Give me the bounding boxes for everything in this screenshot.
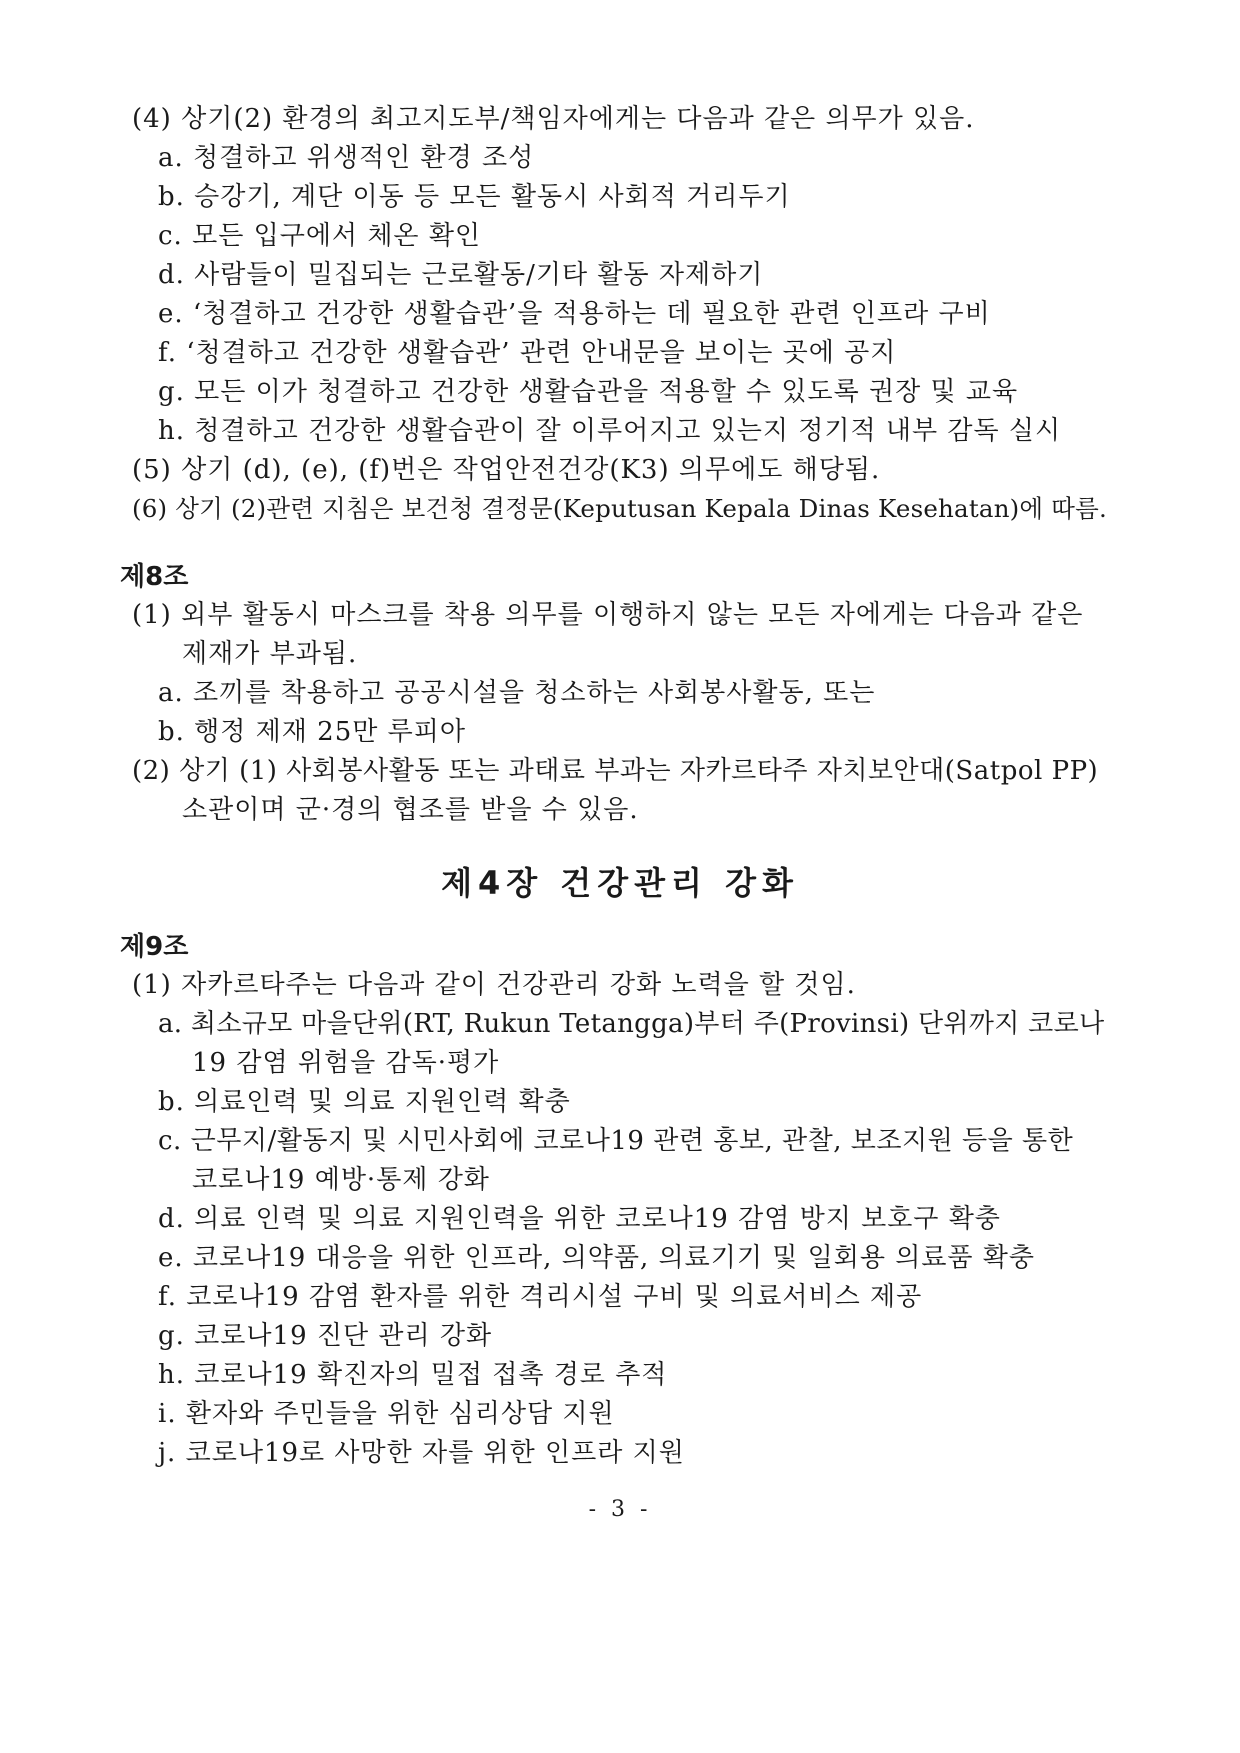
list-item-cont: 코로나19 예방·통제 강화 — [192, 1165, 490, 1195]
list-item: f. ‘청결하고 건강한 생활습관’ 관련 안내문을 보이는 곳에 공지 — [158, 338, 897, 368]
list-item: c. 근무지/활동지 및 시민사회에 코로나19 관련 홍보, 관찰, 보조지원 등을 통한 — [158, 1126, 1074, 1156]
article-8-paragraph-1: (1) 외부 활동시 마스크를 착용 의무를 이행하지 않는 모든 자에게는 다음과 같은 — [132, 600, 1084, 630]
list-item: b. 행정 제재 25만 루피아 — [158, 717, 466, 747]
list-item: c. 모든 입구에서 체온 확인 — [158, 221, 482, 251]
list-item-cont: 19 감염 위험을 감독·평가 — [192, 1048, 500, 1078]
article-8-paragraph-2-cont: 소관이며 군·경의 협조를 받을 수 있음. — [182, 795, 639, 825]
article-9-heading: 제9조 — [120, 932, 189, 962]
article-8-heading: 제8조 — [120, 562, 189, 592]
article-8-paragraph-2: (2) 상기 (1) 사회봉사활동 또는 과태료 부과는 자카르타주 자치보안대(Satpol PP) — [132, 756, 1099, 786]
list-item: a. 조끼를 착용하고 공공시설을 청소하는 사회봉사활동, 또는 — [158, 678, 876, 708]
list-item: b. 승강기, 계단 이동 등 모든 활동시 사회적 거리두기 — [158, 182, 791, 212]
paragraph-4-intro: (4) 상기(2) 환경의 최고지도부/책임자에게는 다음과 같은 의무가 있음. — [132, 104, 975, 134]
list-item: e. 코로나19 대응을 위한 인프라, 의약품, 의료기기 및 일회용 의료품 확충 — [158, 1243, 1036, 1273]
list-item: h. 코로나19 확진자의 밀접 접촉 경로 추적 — [158, 1360, 668, 1390]
list-item: j. 코로나19로 사망한 자를 위한 인프라 지원 — [158, 1438, 685, 1468]
list-item: e. ‘청결하고 건강한 생활습관’을 적용하는 데 필요한 관련 인프라 구비 — [158, 299, 991, 329]
list-item: h. 청결하고 건강한 생활습관이 잘 이루어지고 있는지 정기적 내부 감독 실시 — [158, 416, 1062, 446]
article-8-paragraph-1-cont: 제재가 부과됨. — [182, 639, 358, 669]
paragraph-6: (6) 상기 (2)관련 지침은 보건청 결정문(Keputusan Kepala Dinas Kesehatan)에 따름. — [132, 494, 1108, 523]
list-item: i. 환자와 주민들을 위한 심리상담 지원 — [158, 1399, 615, 1429]
article-9-paragraph-1: (1) 자카르타주는 다음과 같이 건강관리 강화 노력을 할 것임. — [132, 970, 856, 1000]
paragraph-5: (5) 상기 (d), (e), (f)번은 작업안전건강(K3) 의무에도 해당됨. — [132, 455, 881, 485]
list-item: a. 청결하고 위생적인 환경 조성 — [158, 143, 535, 173]
list-item: g. 코로나19 진단 관리 강화 — [158, 1321, 493, 1351]
list-item: d. 의료 인력 및 의료 지원인력을 위한 코로나19 감염 방지 보호구 확충 — [158, 1204, 1001, 1234]
list-item: f. 코로나19 감염 환자를 위한 격리시설 구비 및 의료서비스 제공 — [158, 1282, 923, 1312]
list-item: a. 최소규모 마을단위(RT, Rukun Tetangga)부터 주(Provinsi) 단위까지 코로나 — [158, 1009, 1105, 1039]
list-item: d. 사람들이 밀집되는 근로활동/기타 활동 자제하기 — [158, 260, 764, 290]
page-number: - 3 - — [588, 1497, 652, 1522]
chapter-title: 제4장 건강관리 강화 — [441, 864, 799, 902]
list-item: b. 의료인력 및 의료 지원인력 확충 — [158, 1087, 571, 1117]
list-item: g. 모든 이가 청결하고 건강한 생활습관을 적용할 수 있도록 권장 및 교육 — [158, 377, 1019, 407]
